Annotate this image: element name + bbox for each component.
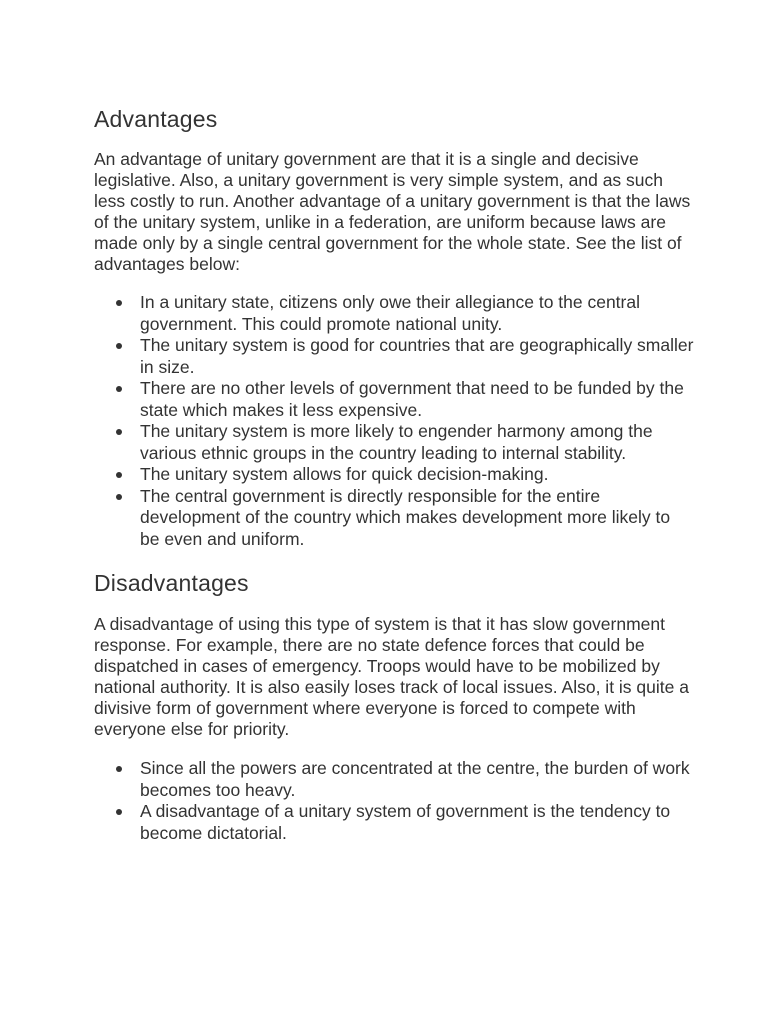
- disadvantages-list-item: [94, 758, 694, 801]
- advantages-paragraph: An advantage of unitary government are that it is a single and decisive legislative. Also, a unitary government is very simple system, and as such less costly to run. Another advantage of a unitary government is that the laws of the unitary system, unlike in a federation, are uniform because laws are made only by a single central government for the whole state. See the list of advantages below:: [94, 149, 691, 274]
- advantages-list-item: [94, 378, 694, 421]
- bullet-icon: [116, 809, 122, 815]
- list-item-text: There are no other levels of government that need to be funded by the state which makes it less expensive.: [140, 378, 684, 420]
- disadvantages-list-item: [94, 801, 694, 844]
- list-item-text: Since all the powers are concentrated at the centre, the burden of work becomes too heavy.: [140, 758, 690, 800]
- bullet-icon: [116, 386, 122, 392]
- list-item-text: A disadvantage of a unitary system of government is the tendency to become dictatorial.: [140, 801, 671, 843]
- advantages-heading: Advantages: [94, 106, 218, 132]
- document-page: [94, 104, 694, 844]
- disadvantages-heading: Disadvantages: [94, 570, 249, 596]
- advantages-list: [94, 292, 694, 550]
- advantages-list-item: [94, 292, 694, 335]
- bullet-icon: [116, 429, 122, 435]
- list-item-text: The unitary system is more likely to engender harmony among the various ethnic groups in the country leading to internal stability.: [140, 421, 653, 463]
- list-item-text: The unitary system is good for countries that are geographically smaller in size.: [140, 335, 694, 377]
- list-item-text: The unitary system allows for quick decision-making.: [140, 464, 549, 484]
- bullet-icon: [116, 300, 122, 306]
- list-item-text: In a unitary state, citizens only owe their allegiance to the central government. This could promote national unity.: [140, 292, 640, 334]
- advantages-list-item: [94, 486, 694, 551]
- disadvantages-list: [94, 758, 694, 844]
- advantages-list-item: [94, 464, 694, 486]
- bullet-icon: [116, 343, 122, 349]
- bullet-icon: [116, 472, 122, 478]
- disadvantages-paragraph: A disadvantage of using this type of system is that it has slow government response. For example, there are no state defence forces that could be dispatched in cases of emergency. Troops would have to be mobilized by national authority. It is also easily loses track of local issues. Also, it is quite a divisive form of government where everyone is forced to compete with everyone else for priority.: [94, 614, 689, 739]
- list-item-text: The central government is directly responsible for the entire development of the country which makes development more likely to be even and uniform.: [140, 485, 671, 549]
- bullet-icon: [116, 494, 122, 500]
- advantages-list-item: [94, 421, 694, 464]
- advantages-list-item: [94, 335, 694, 378]
- bullet-icon: [116, 766, 122, 772]
